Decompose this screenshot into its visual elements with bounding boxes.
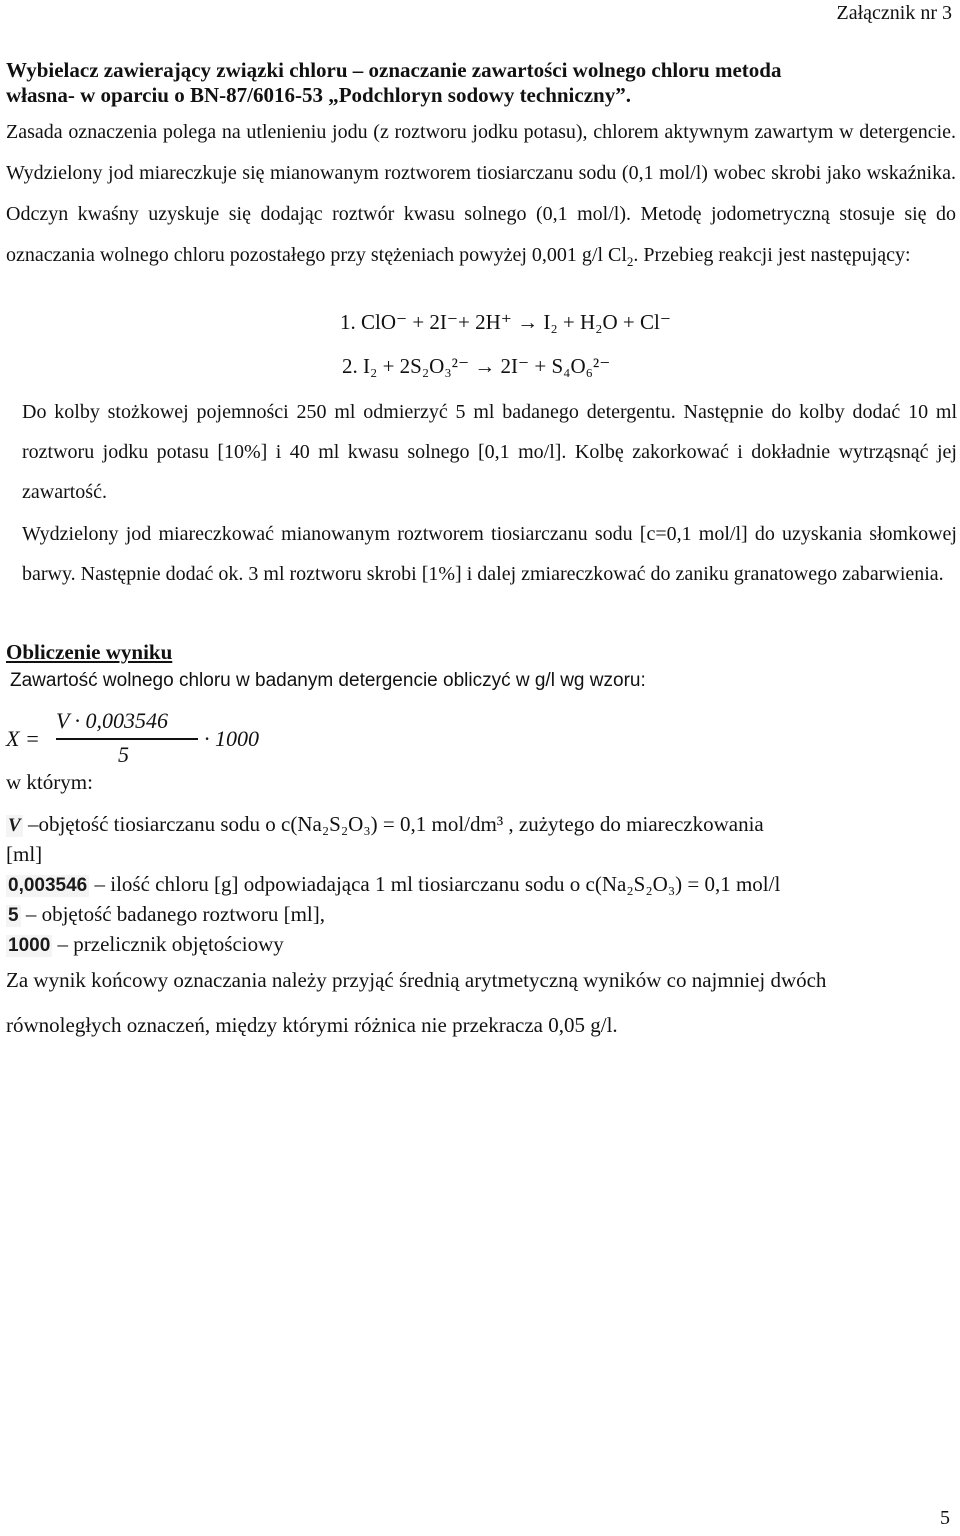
procedure-section bbox=[22, 392, 957, 594]
formula-factor: · 1000 bbox=[204, 726, 259, 751]
fraction-bar bbox=[56, 738, 198, 740]
document-title bbox=[6, 58, 781, 108]
attachment-label: Załącznik nr 3 bbox=[836, 2, 952, 24]
legend-symbol: 5 bbox=[8, 905, 19, 926]
title-line-2: własna- w oparciu o BN-87/6016-53 „Podchloryn sodowy techniczny”. bbox=[6, 83, 631, 107]
principle-text-end: . Przebieg reakcji jest następujący: bbox=[633, 244, 911, 266]
procedure-paragraph-1: Do kolby stożkowej pojemności 250 ml odmierzyć 5 ml badanego detergentu. Następnie do kolby dodać 10 ml roztworu jodku potasu [10%] i 40 ml kwasu solnego [0,1 mo/l]. Kolbę zakorkować i dokładnie wytrząsnąć jej zawartość. bbox=[22, 401, 957, 503]
legend-text: –objętość tiosiarczanu sodu o c(Na₂S₂O₃) = 0,1 mol/dm³ , zużytego do miareczkowania bbox=[22, 812, 764, 836]
formula-numerator: V · 0,003546 bbox=[56, 708, 169, 733]
where-label: w którym: bbox=[6, 770, 93, 794]
legend-item-chlorine-factor bbox=[6, 872, 780, 897]
legend-item-volume bbox=[6, 812, 764, 837]
principle-paragraph bbox=[6, 112, 956, 276]
reaction-2: 2. I₂ + 2S₂O₃²⁻ → 2I⁻ + S₄O₆²⁻ bbox=[342, 354, 611, 378]
chlorine-subscript: 2 bbox=[626, 254, 634, 269]
legend-item-conversion bbox=[6, 932, 284, 957]
formula-lhs: X = bbox=[6, 726, 40, 751]
legend-text: – objętość badanego roztworu [ml], bbox=[20, 902, 325, 926]
calculation-intro: Zawartość wolnego chloru w badanym detergencie obliczyć w g/l wg wzoru: bbox=[10, 670, 646, 691]
legend-item-sample-volume bbox=[6, 902, 325, 927]
procedure-paragraph-2: Wydzielony jod miareczkować mianowanym roztworem tiosiarczanu sodu [c=0,1 mol/l] do uzyskania słomkowej barwy. Następnie dodać ok. 3 ml roztworu skrobi [1%] i dalej zmiareczkować do zaniku granatowego zabarwienia. bbox=[22, 523, 957, 585]
page-number: 5 bbox=[940, 1507, 950, 1529]
formula-denominator: 5 bbox=[118, 742, 129, 767]
legend-item-volume-cont: [ml] bbox=[6, 842, 43, 866]
legend-symbol: 1000 bbox=[8, 935, 51, 956]
reaction-1: 1. ClO⁻ + 2I⁻+ 2H⁺ → I₂ + H₂O + Cl⁻ bbox=[340, 310, 671, 334]
result-formula bbox=[6, 708, 276, 768]
legend-text: – przelicznik objętościowy bbox=[52, 932, 284, 956]
final-result-note: Za wynik końcowy oznaczania należy przyjąć średnią arytmetyczną wyników co najmniej dwóch równoległych oznaczeń, między którymi różnica nie przekracza 0,05 g/l. bbox=[6, 968, 827, 1037]
legend-symbol: V bbox=[8, 815, 21, 836]
principle-text: Zasada oznaczenia polega na utlenieniu jodu (z roztworu jodku potasu), chlorem aktywnym zawartym w detergencie. Wydzielony jod miareczkuje się mianowanym roztworem tiosiarczanu sodu (0,1 mol/l) wobec skrobi jako wskaźnika. Odczyn kwaśny uzyskuje się dodając roztwór kwasu solnego (0,1 mol/l). Metodę jodometryczną stosuje się do oznaczania wolnego chloru pozostałego przy stężeniach powyżej 0,001 g/l Cl bbox=[6, 121, 956, 266]
legend-text: – ilość chloru [g] odpowiadająca 1 ml tiosiarczanu sodu o c(Na₂S₂O₃) = 0,1 mol/l bbox=[89, 872, 781, 896]
calculation-heading: Obliczenie wyniku bbox=[6, 640, 173, 664]
legend-symbol: 0,003546 bbox=[8, 875, 88, 896]
title-line-1: Wybielacz zawierający związki chloru – oznaczanie zawartości wolnego chloru metoda bbox=[6, 58, 782, 82]
